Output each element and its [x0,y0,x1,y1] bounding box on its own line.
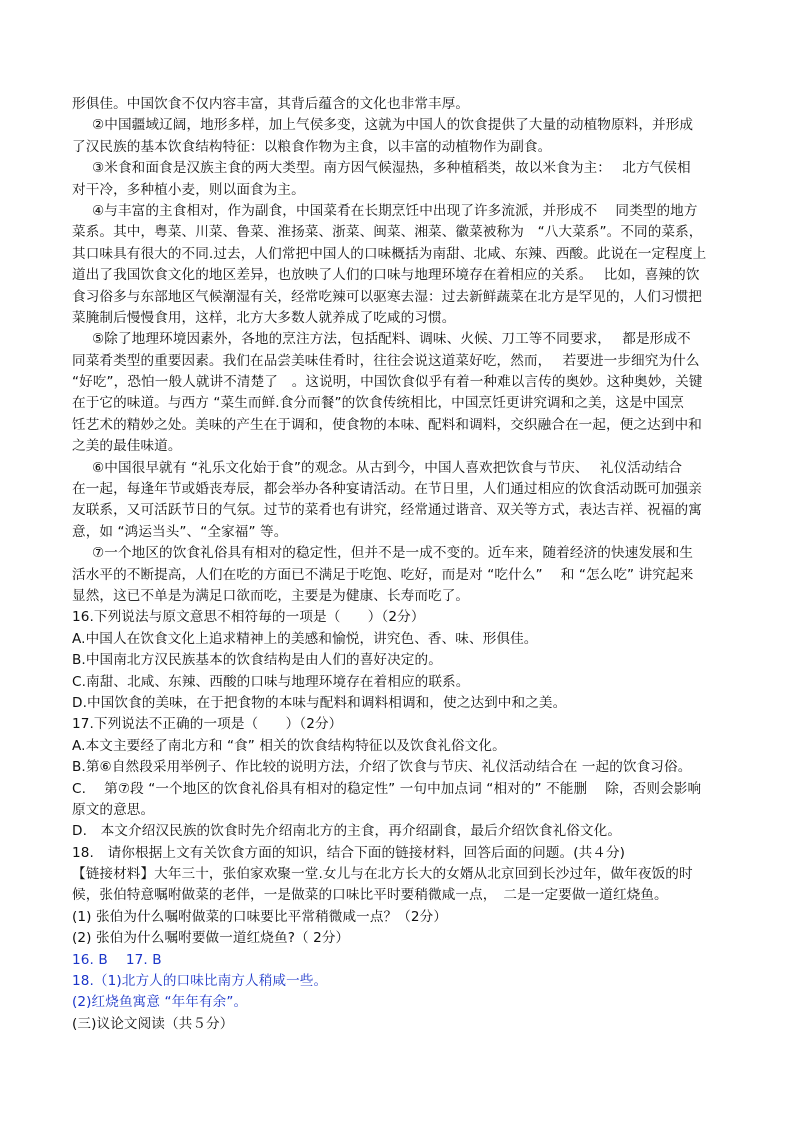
text-line: 饪艺术的精妙之处。美味的产生在于调和，使食物的本味、配料和调料，交织融合在一起，便之达到中和 [72,416,702,433]
text-line: 了汉民族的基本饮食结构特征：以粮食作物为主食，以丰富的动植物作为副食。 [72,138,552,155]
text-line: ⑥中国很早就有 “礼乐文化始于食”的观念。从古到今，中国人喜欢把饮食与节庆、 礼仪活动结合 [92,459,683,476]
text-line: (三)议论文阅读（共５分） [72,1015,234,1032]
text-line: B.中国南北方汉民族基本的饮食结构是由人们的喜好决定的。 [72,652,442,669]
text-line: 17.下列说法不正确的一项是（ ）（2分） [72,716,343,733]
text-line: 18. 请你根据上文有关饮食方面的知识，结合下面的链接材料，回答后面的问题。(共４分) [72,844,626,861]
text-line: 原文的意思。 [72,801,155,818]
answer-line: 16. B 17. B [72,951,162,968]
text-line: 对干冷，多种植小麦，则以面食为主。 [72,181,305,198]
text-line: ⑦一个地区的饮食礼俗具有相对的稳定性，但并不是一成不变的。近车来，随着经济的快速发展和生 [92,545,694,562]
text-line: B.第⑥自然段采用举例子、作比较的说明方法，介绍了饮食与节庆、礼仪活动结合在 一起的饮食习俗。 [72,759,692,776]
text-line: 活水平的不断提高，人们在吃的方面已不满足于吃饱、吃好，而是对 “吃什么” 和 “怎么吃” 讲究起来 [72,566,694,583]
text-line: 显然，这已不单是为满足口欲而吃，主要是为健康、长寿而吃了。 [72,587,470,604]
text-line: 之美的最佳味道。 [72,438,182,455]
text-line: 菜腌制后慢慢食用，这样，北方大多数人就养成了吃咸的习惯。 [72,309,456,326]
text-line: A.本文主要经了南北方和 “食” 相关的饮食结构特征以及饮食礼俗文化。 [72,737,506,754]
text-line: C. 第⑦段 “一个地区的饮食礼俗具有相对的稳定性” 一句中加点词 “相对的” 不能删 除，否则会影响 [72,780,702,797]
text-line: 意，如 “鸿运当头”、“全家福” 等。 [72,523,288,540]
text-line: D.中国饮食的美味，在于把食物的本味与配料和调料相调和，使之达到中和之美。 [72,694,567,711]
text-line: (2) 张伯为什么嘱咐要做一道红烧鱼?（ 2分） [72,930,350,947]
text-line: (1) 张伯为什么嘱咐做菜的口味要比平常稍微咸一点？（2分） [72,908,448,925]
answer-line: 18.（1)北方人的口味比南方人稍咸一些。 [72,973,328,990]
text-line: 其口味具有很大的不同.过去，人们常把中国人的口味概括为南甜、北咸、东辣、西酸。此说在一定程度上 [72,245,707,262]
text-line: 同菜肴类型的重要因素。我们在品尝美味佳肴时，往往会说这道菜好吃，然而， 若要进一步细究为什么 [72,352,700,369]
text-line: 在于它的味道。与西方 “菜生而鲜.食分而餐”的饮食传统相比，中国烹饪更讲究调和之美，这是中国烹 [72,395,684,412]
answer-line: (2)红烧鱼寓意 “年年有余”。 [72,994,248,1011]
text-line: A.中国人在饮食文化上追求精神上的美感和愉悦，讲究色、香、味、形俱佳。 [72,630,538,647]
text-line: 在一起，每逢年节或婚丧寿辰，都会举办各种宴请活动。在节日里，人们通过相应的饮食活动既可加强亲 [72,481,702,498]
text-line: 形俱佳。中国饮食不仅内容丰富，其背后蕴含的文化也非常丰厚。 [72,96,470,112]
text-line: 道出了我国饮食文化的地区差异，也放映了人们的口味与地理环境存在着相应的关系。 比如，喜辣的饮 [72,267,700,284]
text-line: 【链接材料】大年三十，张伯家欢聚一堂.女儿与在北方长大的女婿从北京回到长沙过年，做年夜饭的时 [72,866,693,883]
text-line: “好吃”，恐怕一般人就讲不清楚了 。这说明，中国饮食似乎有着一种难以言传的奥妙。这种奥妙，关键 [72,374,703,391]
text-line: 菜系。其中，粤菜、川菜、鲁菜、淮扬菜、浙菜、闽菜、湘菜、徽菜被称为 “八大菜系”。不同的菜系， [72,224,703,241]
text-line: D. 本文介绍汉民族的饮食时先介绍南北方的主食，再介绍副食，最后介绍饮食礼俗文化。 [72,823,622,840]
text-line: ②中国疆域辽阔，地形多样，加上气侯多变，这就为中国人的饮食提供了大量的动植物原料，并形成 [92,117,694,134]
text-line: ⑤除了地理环境因素外，各地的烹注方法，包括配料、调味、火候、刀工等不同要求， 都是形成不 [92,331,691,348]
text-line: 16.下列说法与原文意思不相符毎的一项是（ ）（2分） [72,609,425,626]
text-line: 友联系，又可活跃节日的气氛。过节的菜肴也有讲究，经常通过谐音、双关等方式，表达吉祥、祝福的寓 [72,502,702,519]
text-line: ③米食和面食是汉族主食的两大类型。南方因气候湿热，多种植稻类，故以米食为主： 北方气侯相 [92,160,691,177]
document-body [72,94,724,1035]
text-line: ④与丰富的主食相对，作为副食，中国菜肴在长期烹饪中出现了许多流派，并形成不 同类型的地方 [92,202,698,219]
text-line: 候，张伯特意嘱咐做菜的老伴，一是做菜的口味比平时要稍微咸一点， 二是一定要做一道红烧鱼。 [72,887,668,904]
text-line: C.南甜、北咸、东辣、西酸的口味与地理环境存在着相应的联系。 [72,673,470,690]
text-line: 食习俗多与东部地区气候潮湿有关，经常吃辣可以驱寒去湿：过去新鲜蔬菜在北方是罕见的，人们习惯把 [72,288,702,305]
